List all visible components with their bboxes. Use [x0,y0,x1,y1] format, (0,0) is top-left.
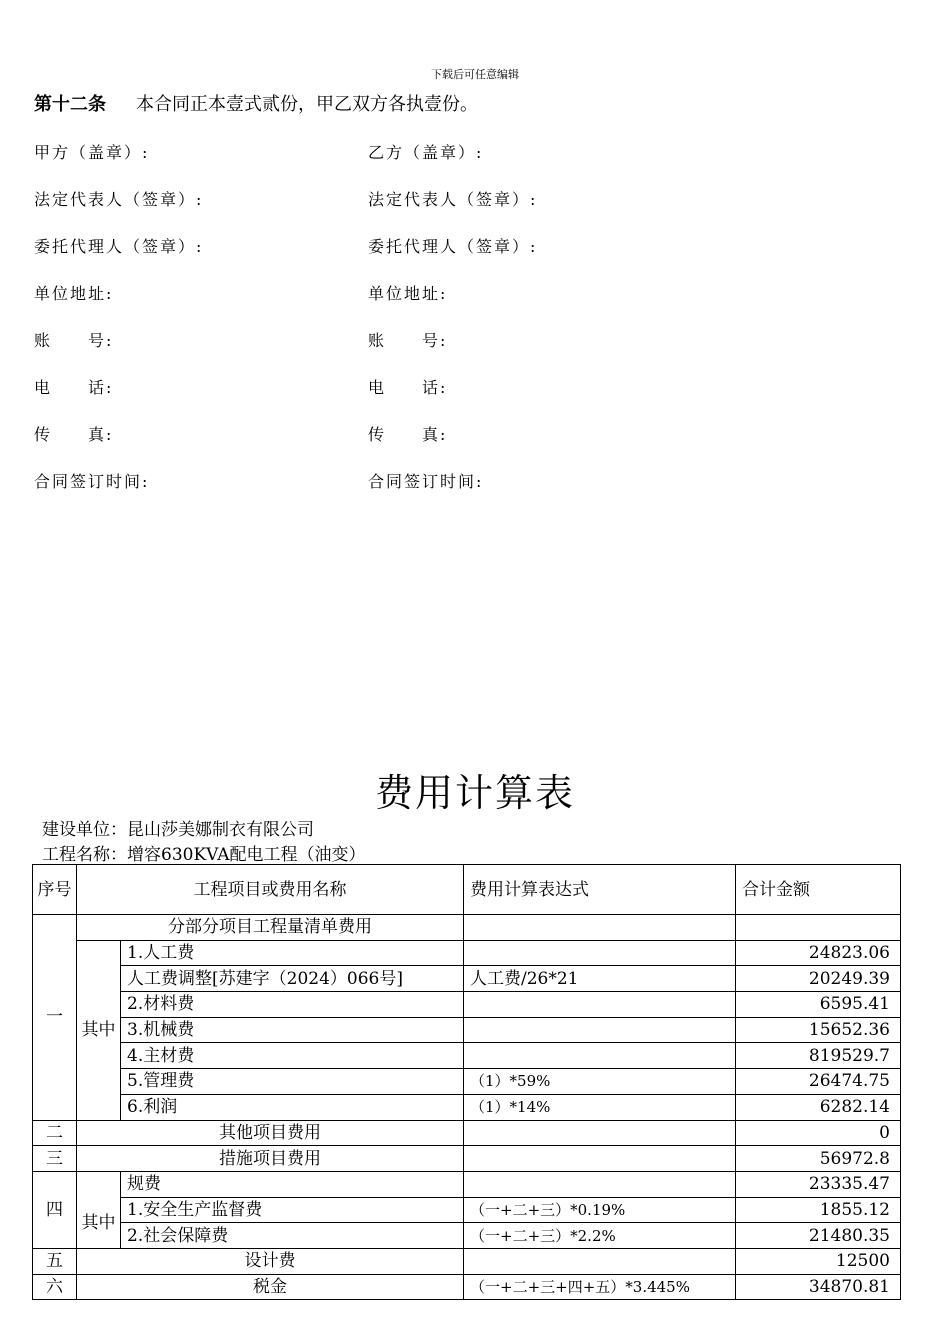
row-name: 2.社会保障费 [121,1223,464,1249]
party-b-address-label: 单位地址: [368,284,448,303]
party-a-phone-label: 电 话: [34,378,114,397]
row-amount: 0 [736,1120,901,1146]
row-amount: 23335.47 [736,1171,901,1197]
row-formula [464,1171,736,1197]
watermark-text: 下载后可任意编辑 [431,68,519,81]
party-a-sign-date-label: 合同签订时间: [34,472,150,491]
row-name: 其他项目费用 [77,1120,464,1146]
row-name: 3.机械费 [121,1017,464,1043]
table-row [33,1043,901,1069]
clause-text: 本合同正本壹式贰份，甲乙双方各执壹份。 [136,94,478,115]
row-name: 4.主材费 [121,1043,464,1069]
row-name: 1.安全生产监督费 [121,1197,464,1223]
row-name: 5.管理费 [121,1069,464,1095]
row-amount: 20249.39 [736,966,901,992]
table-row [33,1094,901,1120]
table-header-row [33,865,901,915]
qizhong-label: 其中 [77,940,121,1120]
row-amount: 34870.81 [736,1274,901,1300]
clause-number: 第十二条 [34,94,106,115]
party-b-account-label: 账 号: [368,331,448,350]
table-row [33,1171,901,1197]
row-name: 1.人工费 [121,940,464,966]
row-seq: 三 [33,1146,77,1172]
row-formula [464,915,736,941]
row-seq: 二 [33,1120,77,1146]
party-a-agent-label: 委托代理人（签章）: [34,237,204,256]
header-name: 工程项目或费用名称 [77,865,464,915]
row-amount: 26474.75 [736,1069,901,1095]
row-amount: 12500 [736,1248,901,1274]
builder-line: 建设单位：昆山莎美娜制衣有限公司 [42,820,314,840]
party-a-fax-label: 传 真: [34,425,114,444]
clause-12 [34,90,478,116]
party-b-agent-label: 委托代理人（签章）: [368,237,538,256]
blank-cell [77,1171,121,1197]
row-formula [464,1248,736,1274]
table-row [33,1120,901,1146]
row-formula: （1）*14% [464,1094,736,1120]
row-amount: 24823.06 [736,940,901,966]
row-seq: 五 [33,1248,77,1274]
project-line: 工程名称：增容630KVA配电工程（油变） [42,845,366,865]
row-amount: 6595.41 [736,992,901,1018]
row-formula [464,1017,736,1043]
row-name: 税金 [77,1274,464,1300]
qizhong-label: 其中 [77,1197,121,1248]
table-title: 费用计算表 [374,771,575,815]
table-row [33,966,901,992]
row-formula: （一+二+三）*2.2% [464,1223,736,1249]
row-formula [464,1146,736,1172]
table-row [33,1146,901,1172]
party-a-account-label: 账 号: [34,331,114,350]
table-row [33,1017,901,1043]
row-name: 分部分项目工程量清单费用 [77,915,464,941]
header-amount: 合计金额 [736,865,901,915]
row-name: 措施项目费用 [77,1146,464,1172]
party-b-phone-label: 电 话: [368,378,448,397]
header-seq: 序号 [33,865,77,915]
row-amount: 15652.36 [736,1017,901,1043]
row-formula [464,1043,736,1069]
party-b-seal-label: 乙方（盖章）: [368,143,484,162]
row-seq: 四 [33,1171,77,1248]
row-amount: 819529.7 [736,1043,901,1069]
table-row [33,992,901,1018]
party-b-fax-label: 传 真: [368,425,448,444]
row-amount: 21480.35 [736,1223,901,1249]
row-name: 2.材料费 [121,992,464,1018]
row-seq: 一 [33,915,77,1121]
row-name: 6.利润 [121,1094,464,1120]
table-row [33,1248,901,1274]
row-formula: （一+二+三）*0.19% [464,1197,736,1223]
row-seq: 六 [33,1274,77,1300]
table-row [33,915,901,941]
row-amount: 56972.8 [736,1146,901,1172]
row-amount: 1855.12 [736,1197,901,1223]
party-b-sign-date-label: 合同签订时间: [368,472,484,491]
row-formula [464,940,736,966]
table-row [33,1274,901,1300]
row-formula: 人工费/26*21 [464,966,736,992]
cost-table [32,864,901,1300]
row-name: 规费 [121,1171,464,1197]
row-name: 设计费 [77,1248,464,1274]
table-row [33,1223,901,1249]
row-formula: （一+二+三+四+五）*3.445% [464,1274,736,1300]
table-row [33,1069,901,1095]
party-a-legal-rep-label: 法定代表人（签章）: [34,190,204,209]
table-row [33,940,901,966]
row-amount [736,915,901,941]
table-row [33,1197,901,1223]
row-formula [464,1120,736,1146]
party-b-legal-rep-label: 法定代表人（签章）: [368,190,538,209]
row-amount: 6282.14 [736,1094,901,1120]
header-formula: 费用计算表达式 [464,865,736,915]
party-a-address-label: 单位地址: [34,284,114,303]
row-name: 人工费调整[苏建字（2024）066号] [121,966,464,992]
row-formula [464,992,736,1018]
row-formula: （1）*59% [464,1069,736,1095]
party-a-seal-label: 甲方（盖章）: [34,143,150,162]
